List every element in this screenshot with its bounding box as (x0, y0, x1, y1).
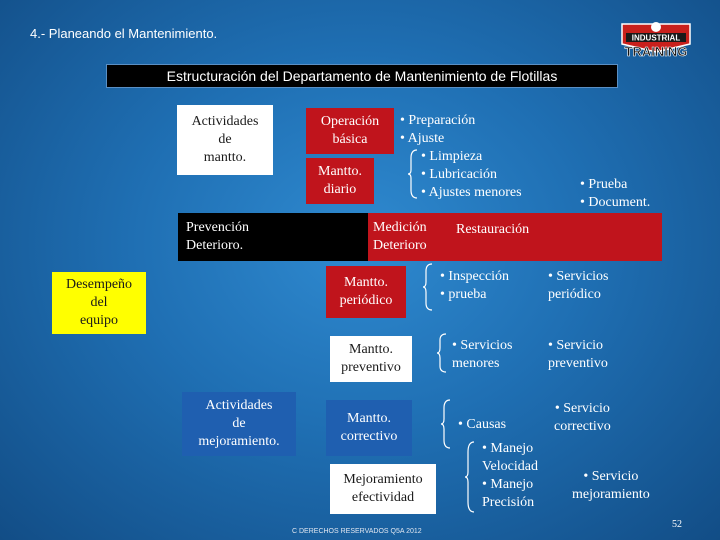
list-diario: • Preparación • Ajuste • Limpieza • Lubricación • Ajustes menores (400, 113, 522, 200)
box-operacion-basica: Operación básica (306, 108, 394, 154)
box-actividades-mantto: Actividades de mantto. (177, 105, 273, 175)
list-periodico-right: • Servicios periódico (548, 269, 609, 302)
box-mantto-correctivo: Mantto. correctivo (326, 400, 412, 456)
logo-line1: INDUSTRIAL (631, 33, 681, 43)
brace-mejoramiento (464, 440, 476, 514)
copyright-notice: C DERECHOS RESERVADOS Q5A 2012 (292, 528, 422, 535)
box-medicion-restauracion (368, 213, 662, 261)
list-correctivo-right: • Servicio correctivo (554, 401, 611, 434)
box-desempeno: Desempeño del equipo (52, 272, 146, 334)
brace-periodico (422, 262, 434, 312)
page-header: 4.- Planeando el Mantenimiento. (30, 26, 218, 41)
list-periodico-left: • Inspección • prueba (440, 269, 510, 302)
box-actividades-mejoramiento: Actividades de mejoramiento. (182, 392, 296, 456)
logo-line2: TRAINING (624, 44, 688, 58)
industrial-training-logo (616, 18, 696, 58)
list-preventivo-left: • Servicios menores (452, 338, 513, 371)
box-prevencion: Prevención Deterioro. (178, 213, 368, 261)
label-restauracion: Restauración (456, 222, 530, 237)
brace-diario (407, 148, 419, 200)
page-number: 52 (672, 519, 682, 530)
list-diario-right: • Prueba • Document. (580, 177, 651, 210)
diagram-title: Estructuración del Departamento de Mantenimiento de Flotillas (106, 64, 618, 88)
box-mantto-periodico: Mantto. periódico (326, 266, 406, 318)
label-medicion: Medición Deterioro (373, 220, 427, 253)
list-mejoramiento-right: • Servicio mejoramiento (572, 469, 650, 502)
brace-preventivo (436, 332, 448, 374)
list-mejoramiento-left: • Manejo Velocidad • Manejo Precisión (482, 441, 538, 510)
brace-correctivo (440, 398, 452, 450)
box-mantto-preventivo: Mantto. preventivo (330, 336, 412, 382)
box-mantto-diario: Mantto. diario (306, 158, 374, 204)
list-correctivo-left: • Causas (458, 417, 507, 432)
list-preventivo-right: • Servicio preventivo (548, 338, 608, 371)
box-mejoramiento-efectividad: Mejoramiento efectividad (330, 464, 436, 514)
